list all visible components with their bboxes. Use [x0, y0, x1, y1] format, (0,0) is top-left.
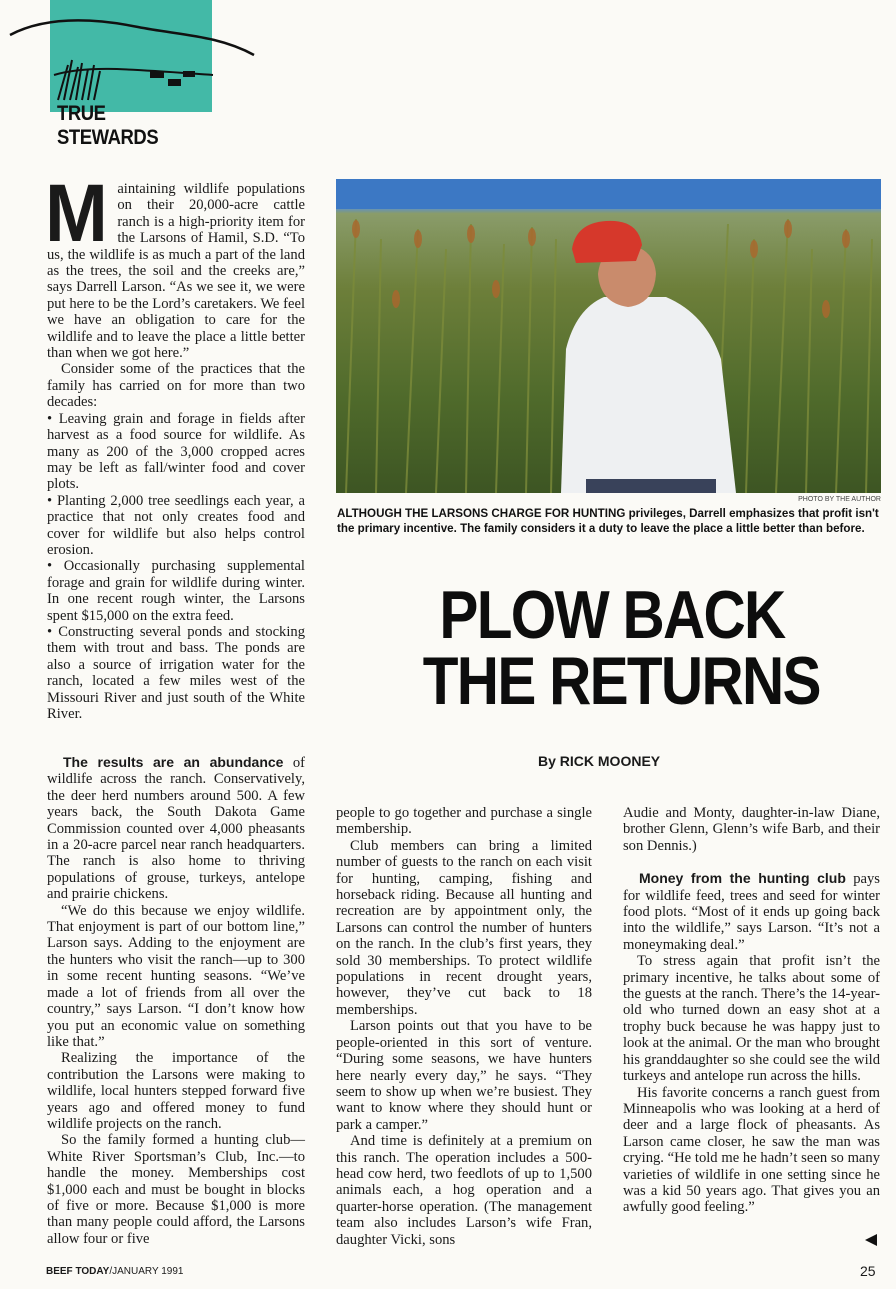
money-paragraph: Money from the hunting club pays for wildlife feed, trees and seed for winter food plots. “Most of it ends up going back into the wildlife,” says Larson. “It’s not a moneymaking deal.”	[623, 870, 880, 953]
body-paragraph: Realizing the importance of the contribution the Larsons were making to wildlife, local hunters stepped forward five years ago and offered money to fund wildlife projects on the ranch.	[47, 1050, 305, 1132]
body-paragraph: And time is definitely at a premium on this ranch. The operation includes a 500-head cow herd, two feedlots of up to 1,500 animals each, a hog operation and a quarter-horse operation. (The management team also includes Larson’s wife Fran, daughter Vicki, sons	[336, 1133, 592, 1248]
bullet-item: • Planting 2,000 tree seedlings each year, a practice that not only creates food and cover for wildlife but also helps control erosion.	[47, 492, 305, 558]
article-headline	[422, 577, 820, 719]
bullet-item: • Constructing several ponds and stocking them with trout and bass. The ponds are also a source of irrigation water for the ranch, located a few miles west of the Missouri River and just south of the White River.	[47, 623, 305, 722]
article-column-3	[623, 805, 880, 1216]
body-paragraph: Larson points out that you have to be people-oriented in this sort of venture. “During some seasons, we have hunters here nearly every day,” he says. “They seem to show up when we’re busiest. They want to know where they should hunt or park a camper.”	[336, 1018, 592, 1133]
practices-intro: Consider some of the practices that the family has carried on for more than two decades:	[47, 361, 305, 411]
subhead-lead: The results are an abundance	[63, 754, 284, 770]
bullet-item: • Occasionally purchasing supplemental forage and grain for wildlife during winter. In one recent rough winter, the Larsons spent $15,000 on the extra feed.	[47, 558, 305, 624]
article-photo	[336, 179, 881, 493]
photo-rancher-in-field	[336, 179, 881, 493]
end-of-article-icon	[865, 1234, 877, 1246]
photo-caption: ALTHOUGH THE LARSONS CHARGE FOR HUNTING privileges, Darrell emphasizes that profit isn't the primary incentive. The family considers it a duty to leave the place a little better than before.	[337, 507, 879, 535]
section-label: TRUE STEWARDS	[57, 102, 159, 149]
byline: By RICK MOONEY	[538, 753, 661, 769]
body-paragraph: people to go together and purchase a single membership.	[336, 805, 592, 838]
article-column-1	[45, 168, 305, 722]
subhead-lead: Money from the hunting club	[639, 870, 846, 887]
results-paragraph: The results are an abundance of wildlife across the ranch. Conservatively, the deer herd numbers around 500. A few years back, the South Dakota Game Commission counted over 4,000 pheasants in a 20-acre parcel near ranch headquarters. The ranch is also home to thriving populations of grouse, turkeys, antelope and prairie chickens.	[47, 754, 306, 903]
intro-paragraph: Maintaining wildlife populations on their 20,000-acre cattle ranch is a high-priority item for the Larsons of Hamil, S.D. “To us, the wildlife is as much a part of the land as the trees, the soil and the creeks are,” says Darrell Larson. “As we see it, we were put here to be the Lord’s caretakers. We feel we have an obligation to care for the wildlife and to leave the place a little better than when we got here.”	[45, 168, 305, 362]
ranch-landscape-icon	[8, 5, 258, 105]
headline-line: THE RETURNS	[422, 643, 820, 719]
page-number: 25	[860, 1263, 876, 1279]
article-column-1-lower	[47, 754, 305, 1247]
bullet-item: • Leaving grain and forage in fields after harvest as a food source for wildlife. As many as 200 of the 3,000 cropped acres may be left as fall/winter food and cover plots.	[47, 410, 305, 493]
headline-line: PLOW BACK	[439, 577, 785, 653]
body-paragraph: To stress again that profit isn’t the primary incentive, he talks about some of the guests at the ranch. There’s the 14-year-old who turned down an easy shot at a trophy buck because he was happy just to look at the animal. Or the man who brought his granddaughter so she could see the wild turkeys and antelope run across the hills.	[623, 953, 880, 1085]
body-paragraph: So the family formed a hunting club—White River Sportsman’s Club, Inc.—to handle the money. Memberships cost $1,000 each and must be bought in blocks of five or more. Because $1,000 is more than many people could afford, the Larsons allow four or five	[47, 1132, 305, 1247]
body-paragraph: Club members can bring a limited number of guests to the ranch on each visit for hunting, camping, fishing and horseback riding. Because all hunting and recreation are by appointment only, the Larsons can control the number of hunters on the ranch. In the club’s first years, they sold 30 memberships. To protect wildlife populations in recent drought years, however, they’ve cut back to 18 memberships.	[336, 837, 592, 1018]
body-paragraph: “We do this because we enjoy wildlife. That enjoyment is part of our bottom line,” Larson says. Adding to the enjoyment are the hunters who visit the ranch—up to 300 in some recent hunting seasons. “We’ve made a lot of friends from all over the country,” says Larson. “I don’t know how you put an economic value on something like that.”	[47, 902, 305, 1050]
body-paragraph: Audie and Monty, daughter-in-law Diane, brother Glenn, Glenn’s wife Barb, and their son Dennis.)	[623, 805, 880, 854]
body-paragraph: His favorite concerns a ranch guest from Minneapolis who was looking at a herd of deer and a large flock of pheasants. As Larson came closer, he saw the man was crying. “He told me he hadn’t seen so many varieties of wildlife in one setting since he was a kid 50 years ago. That gives you an awfully good feeling.”	[623, 1084, 880, 1216]
footer-magazine: BEEF TODAY/JANUARY 1991	[46, 1266, 184, 1277]
photo-credit: PHOTO BY THE AUTHOR	[798, 496, 881, 503]
article-column-2	[336, 805, 592, 1248]
drop-cap: M	[45, 168, 108, 259]
